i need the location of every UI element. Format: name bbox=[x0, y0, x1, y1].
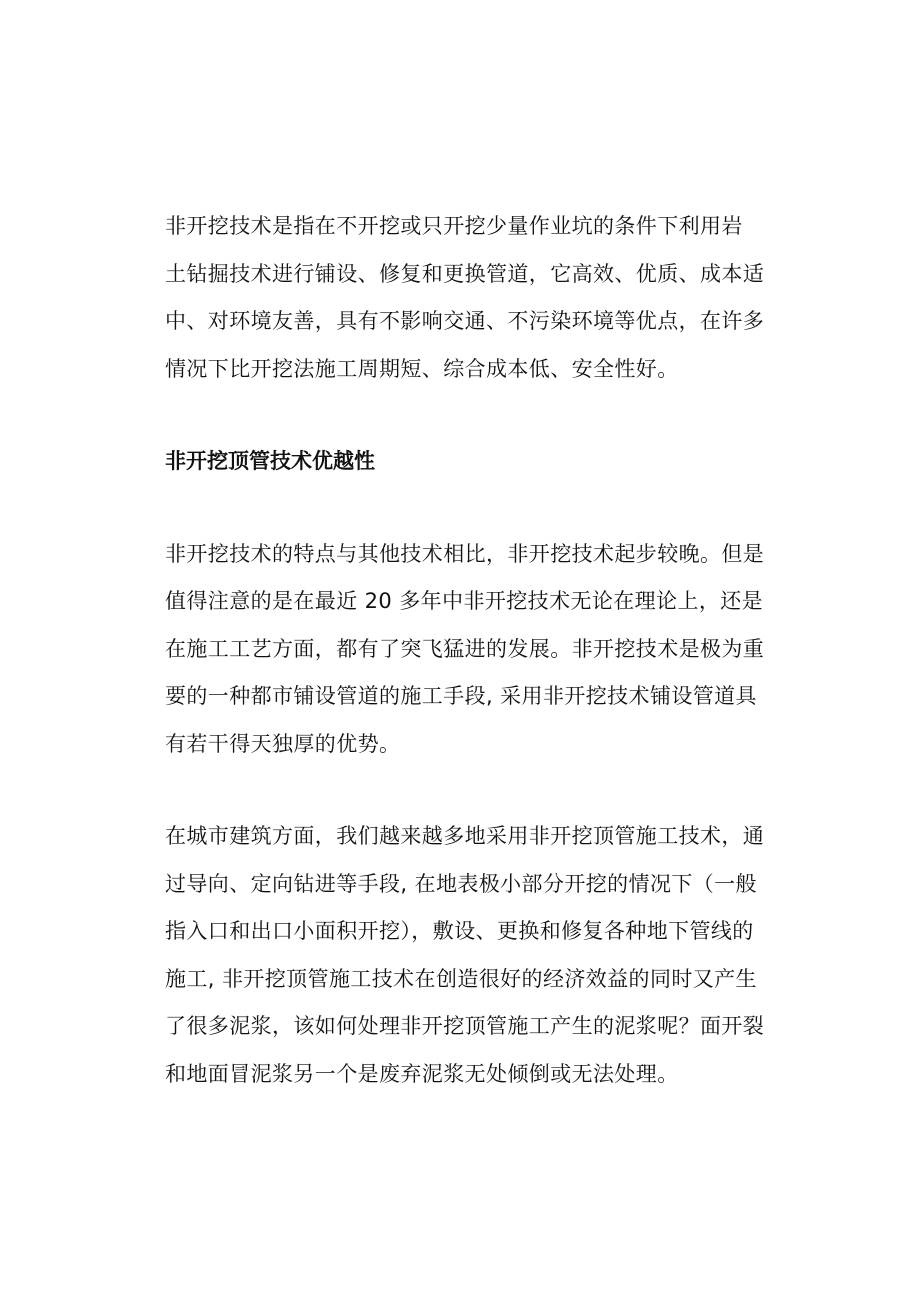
paragraph-line: 和地面冒泥浆另一个是废弃泥浆无处倾倒或无法处理。 bbox=[165, 1061, 679, 1086]
paragraph-line: 有若干得天独厚的优势。 bbox=[165, 731, 401, 756]
paragraph-line: 指入口和出口小面积开挖），敷设、更换和修复各种地下管线的 bbox=[165, 919, 754, 943]
paragraph-line: 在施工工艺方面，都有了突飞猛进的发展。非开挖技术是极为重 bbox=[165, 636, 765, 661]
paragraph-line: 非开挖技术的特点与其他技术相比，非开挖技术起步较晚。但是 bbox=[165, 541, 765, 566]
paragraph-line: 过导向、定向钻进等手段, 在地表极小部分开挖的情况下（一般 bbox=[165, 871, 757, 896]
document-body bbox=[165, 203, 770, 1098]
paragraph-line: 值得注意的是在最近 20 多年中非开挖技术无论在理论上，还是 bbox=[165, 589, 764, 613]
paragraph-urban bbox=[165, 813, 770, 1098]
paragraph-line: 情况下比开挖法施工周期短、综合成本低、安全性好。 bbox=[165, 356, 679, 381]
spacer bbox=[165, 393, 770, 438]
paragraph-line: 在城市建筑方面，我们越来越多地采用非开挖顶管施工技术，通 bbox=[165, 824, 765, 848]
paragraph-line: 了很多泥浆，该如何处理非开挖顶管施工产生的泥浆呢？面开裂 bbox=[165, 1014, 765, 1038]
spacer bbox=[165, 768, 770, 813]
paragraph-line: 非开挖技术是指在不开挖或只开挖少量作业坑的条件下利用岩 bbox=[165, 214, 743, 238]
paragraph-line: 施工, 非开挖顶管施工技术在创造很好的经济效益的同时又产生 bbox=[165, 966, 757, 991]
paragraph-advantages bbox=[165, 531, 770, 769]
section-heading: 非开挖顶管技术优越性 bbox=[165, 449, 375, 473]
spacer bbox=[165, 486, 770, 531]
paragraph-line: 土钻掘技术进行铺设、修复和更换管道，它高效、优质、成本适 bbox=[165, 261, 765, 286]
paragraph-line: 中、对环境友善，具有不影响交通、不污染环境等优点，在许多 bbox=[165, 309, 765, 333]
paragraph-line: 要的一种都市铺设管道的施工手段, 采用非开挖技术铺设管道具 bbox=[165, 684, 757, 708]
paragraph-intro bbox=[165, 203, 770, 393]
